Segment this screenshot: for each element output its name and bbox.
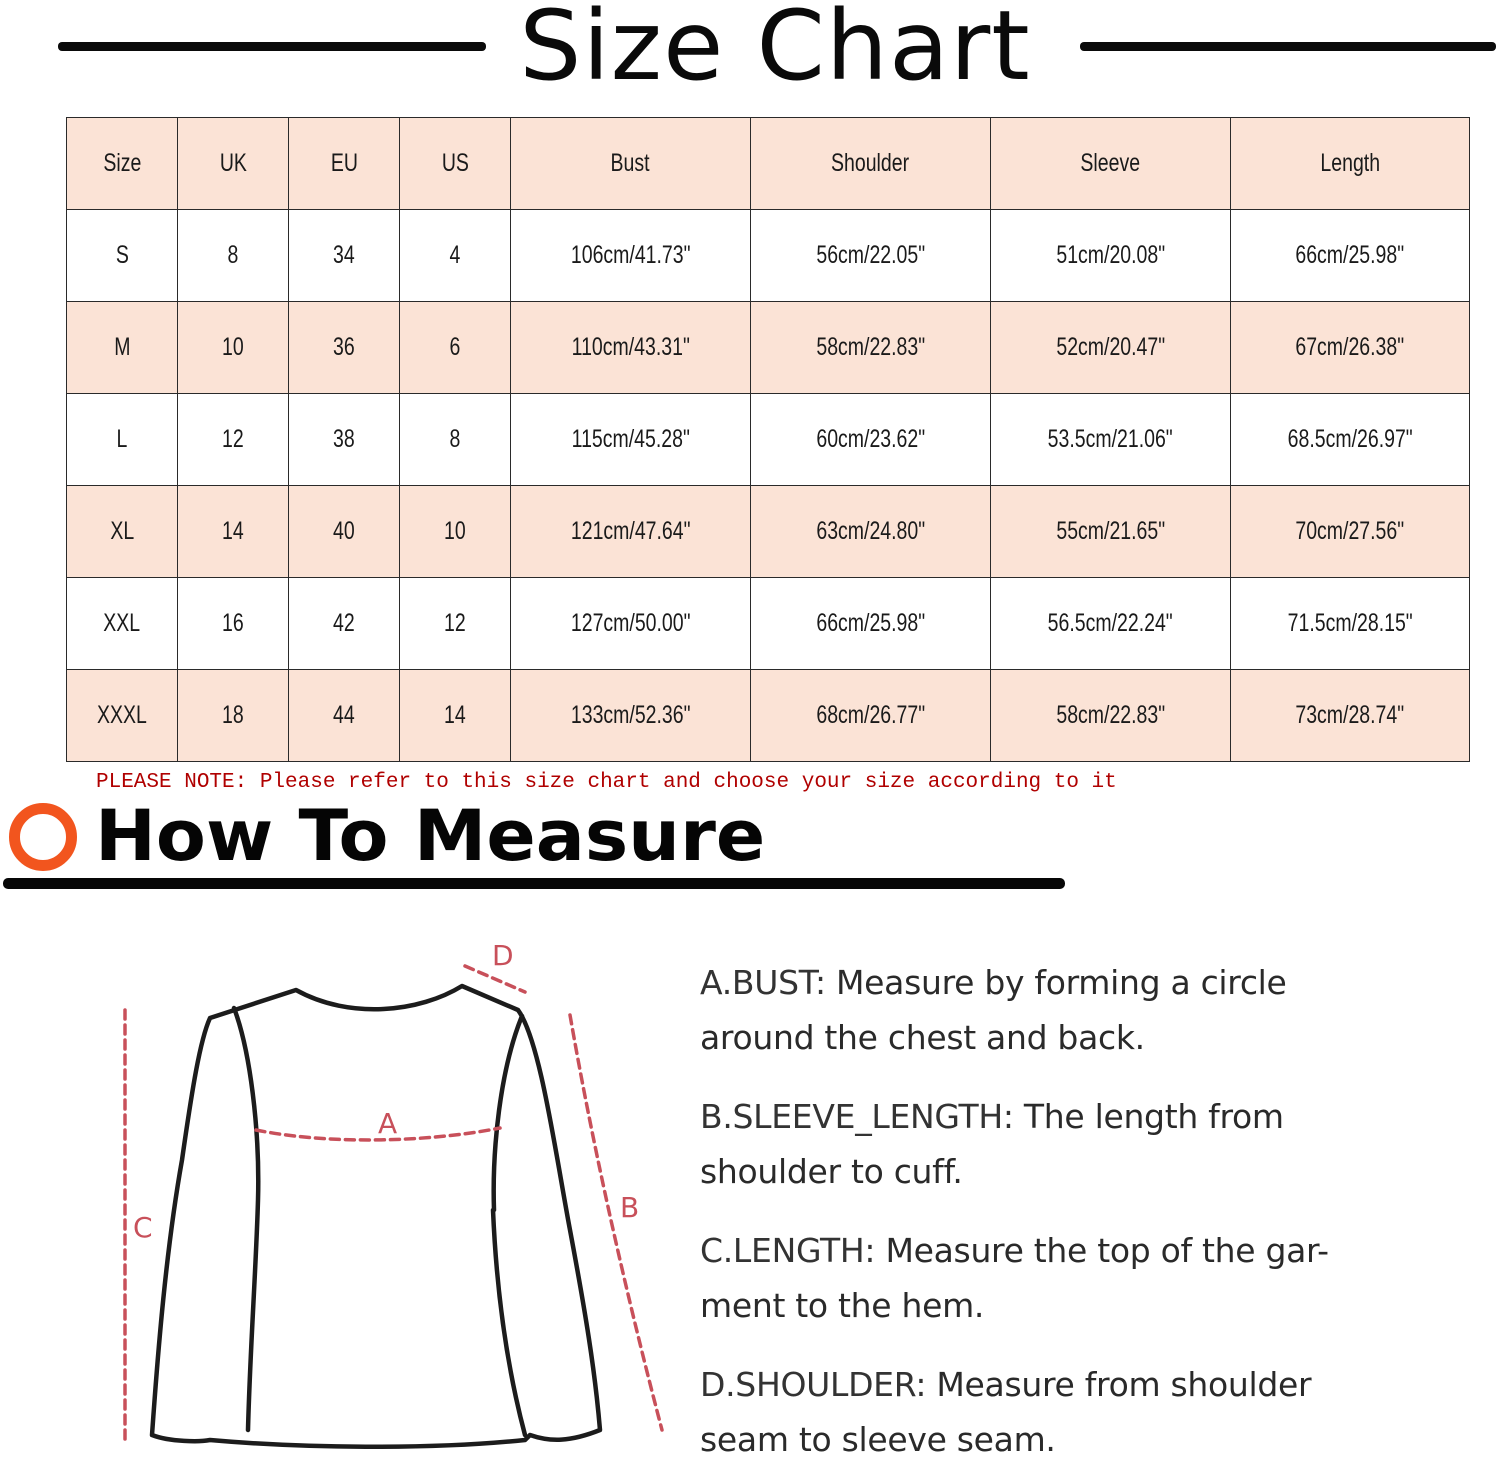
instruction-shoulder: D.SHOULDER: Measure from shoulder seam to sleeve seam. (700, 1365, 1312, 1459)
table-cell: XXL (67, 578, 178, 670)
table-row (67, 210, 1470, 302)
table-cell: 6 (400, 302, 511, 394)
size-table (66, 117, 1470, 762)
table-cell: 4 (400, 210, 511, 302)
table-cell: 63cm/24.80" (751, 486, 991, 578)
table-cell: 60cm/23.62" (751, 394, 991, 486)
table-cell: XXXL (67, 670, 178, 762)
table-row (67, 578, 1470, 670)
table-cell: M (67, 302, 178, 394)
right-side-seam (493, 1210, 525, 1435)
table-cell: 53.5cm/21.06" (991, 394, 1231, 486)
table-cell: 66cm/25.98" (751, 578, 991, 670)
table-cell: 56.5cm/22.24" (991, 578, 1231, 670)
title-rule-left (58, 42, 486, 51)
table-cell: 10 (400, 486, 511, 578)
section-rule (3, 878, 1065, 889)
shirt-outline (152, 986, 600, 1447)
label-b: B (620, 1191, 640, 1224)
table-cell: 8 (178, 210, 289, 302)
table-cell: 44 (289, 670, 400, 762)
table-row (67, 302, 1470, 394)
table-cell: 133cm/52.36" (511, 670, 751, 762)
table-cell: 67cm/26.38" (1231, 302, 1470, 394)
table-cell: 36 (289, 302, 400, 394)
table-cell: 14 (178, 486, 289, 578)
table-cell: 73cm/28.74" (1231, 670, 1470, 762)
measure-instructions (700, 955, 1490, 1475)
instruction-sleeve: B.SLEEVE_LENGTH: The length from shoulder to cuff. (700, 1097, 1284, 1191)
ring-bullet-icon (9, 803, 77, 871)
table-cell: 115cm/45.28" (511, 394, 751, 486)
table-cell: XL (67, 486, 178, 578)
instruction-length: C.LENGTH: Measure the top of the gar- ment to the hem. (700, 1231, 1329, 1325)
table-cell: 58cm/22.83" (751, 302, 991, 394)
table-cell: 55cm/21.65" (991, 486, 1231, 578)
table-cell: 42 (289, 578, 400, 670)
table-header-cell: EU (289, 118, 400, 210)
table-cell: 68.5cm/26.97" (1231, 394, 1470, 486)
table-cell: 56cm/22.05" (751, 210, 991, 302)
sleeve-measure-line (570, 1015, 662, 1430)
table-cell: 40 (289, 486, 400, 578)
title-rule-right (1080, 42, 1496, 51)
table-header-cell: Length (1231, 118, 1470, 210)
page-title: Size Chart (519, 0, 1031, 102)
section-title: How To Measure (95, 795, 766, 877)
table-cell: 52cm/20.47" (991, 302, 1231, 394)
label-d: D (492, 939, 514, 972)
table-cell: 66cm/25.98" (1231, 210, 1470, 302)
table-cell: 51cm/20.08" (991, 210, 1231, 302)
table-cell: 12 (400, 578, 511, 670)
right-sleeve-seam (494, 1016, 522, 1210)
table-header-cell: Sleeve (991, 118, 1231, 210)
table-cell: S (67, 210, 178, 302)
table-cell: 38 (289, 394, 400, 486)
instruction-bust: A.BUST: Measure by forming a circle around the chest and back. (700, 963, 1287, 1057)
table-cell: 18 (178, 670, 289, 762)
table-cell: 58cm/22.83" (991, 670, 1231, 762)
table-header-cell: Size (67, 118, 178, 210)
size-note: PLEASE NOTE: Please refer to this size chart and choose your size according to it (96, 771, 1117, 794)
table-cell: 127cm/50.00" (511, 578, 751, 670)
label-c: C (133, 1211, 153, 1244)
table-cell: 121cm/47.64" (511, 486, 751, 578)
table-cell: 34 (289, 210, 400, 302)
table-cell: L (67, 394, 178, 486)
left-sleeve-seam (234, 1008, 258, 1430)
table-cell: 14 (400, 670, 511, 762)
table-cell: 70cm/27.56" (1231, 486, 1470, 578)
table-row (67, 394, 1470, 486)
table-header-cell: Shoulder (751, 118, 991, 210)
table-cell: 12 (178, 394, 289, 486)
table-header-cell: Bust (511, 118, 751, 210)
label-a: A (378, 1107, 398, 1140)
table-row (67, 486, 1470, 578)
table-row (67, 670, 1470, 762)
shirt-measure-diagram (100, 930, 680, 1470)
table-cell: 8 (400, 394, 511, 486)
table-cell: 16 (178, 578, 289, 670)
table-header-cell: US (400, 118, 511, 210)
table-cell: 10 (178, 302, 289, 394)
table-header-cell: UK (178, 118, 289, 210)
table-cell: 106cm/41.73" (511, 210, 751, 302)
table-cell: 110cm/43.31" (511, 302, 751, 394)
table-cell: 68cm/26.77" (751, 670, 991, 762)
table-cell: 71.5cm/28.15" (1231, 578, 1470, 670)
table-header-row (67, 118, 1470, 210)
